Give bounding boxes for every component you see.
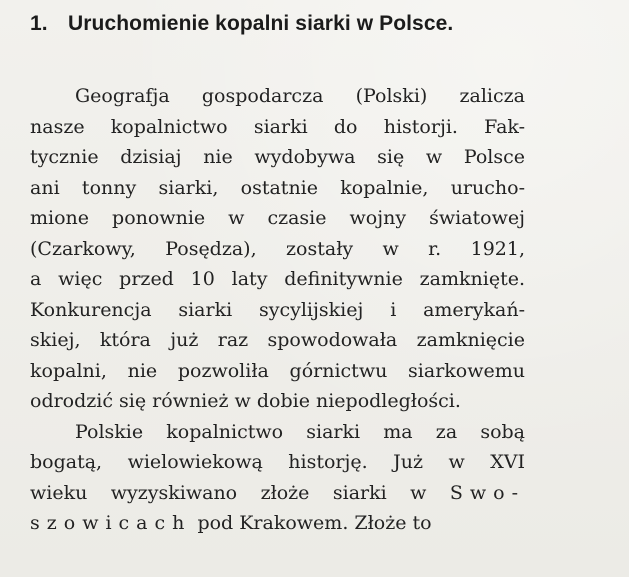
text-fragment: wieku wyzyskiwano złoże siarki w [30, 481, 427, 504]
text-line: Konkurencja siarki sycylijskiej i amerykań- [30, 298, 525, 321]
section-title: Uruchomienie kopalni siarki w Polsce. [68, 12, 454, 35]
text-line: Geografja gospodarcza (Polski) zalicza [75, 85, 525, 107]
text-line: odrodzić się również w dobie niepodległości. [30, 390, 461, 412]
text-line: Polskie kopalnictwo siarki ma za sobą [75, 420, 525, 443]
spaced-word: szowicach [30, 512, 192, 534]
text-line: kopalni, nie pozwoliła górnictwu siarkowemu [30, 359, 525, 382]
text-line: skiej, która już raz spowodowała zamknięcie [30, 329, 525, 351]
text-line: (Czarkowy, Posędza), zostały w r. 1921, [30, 237, 525, 260]
section-number: 1. [30, 12, 48, 35]
body-text [30, 81, 525, 539]
text-fragment: pod Krakowem. Złoże to [197, 512, 432, 534]
text-line: mione ponownie w czasie wojny światowej [30, 207, 525, 229]
text-line: ani tonny siarki, ostatnie kopalnie, urucho- [30, 176, 525, 199]
text-line: bogatą, wielowiekową historję. Już w XVI [30, 451, 525, 473]
text-line: tycznie dzisiaj nie wydobywa się w Polsce [30, 146, 525, 168]
spaced-word: Swo- [449, 481, 526, 504]
section-heading [30, 12, 453, 36]
text-line: a więc przed 10 laty definitywnie zamknięte. [30, 268, 525, 290]
text-line-spaced [30, 478, 525, 509]
text-line: nasze kopalnictwo siarki do historji. Fak- [30, 115, 525, 138]
text-line-spaced [30, 508, 525, 539]
